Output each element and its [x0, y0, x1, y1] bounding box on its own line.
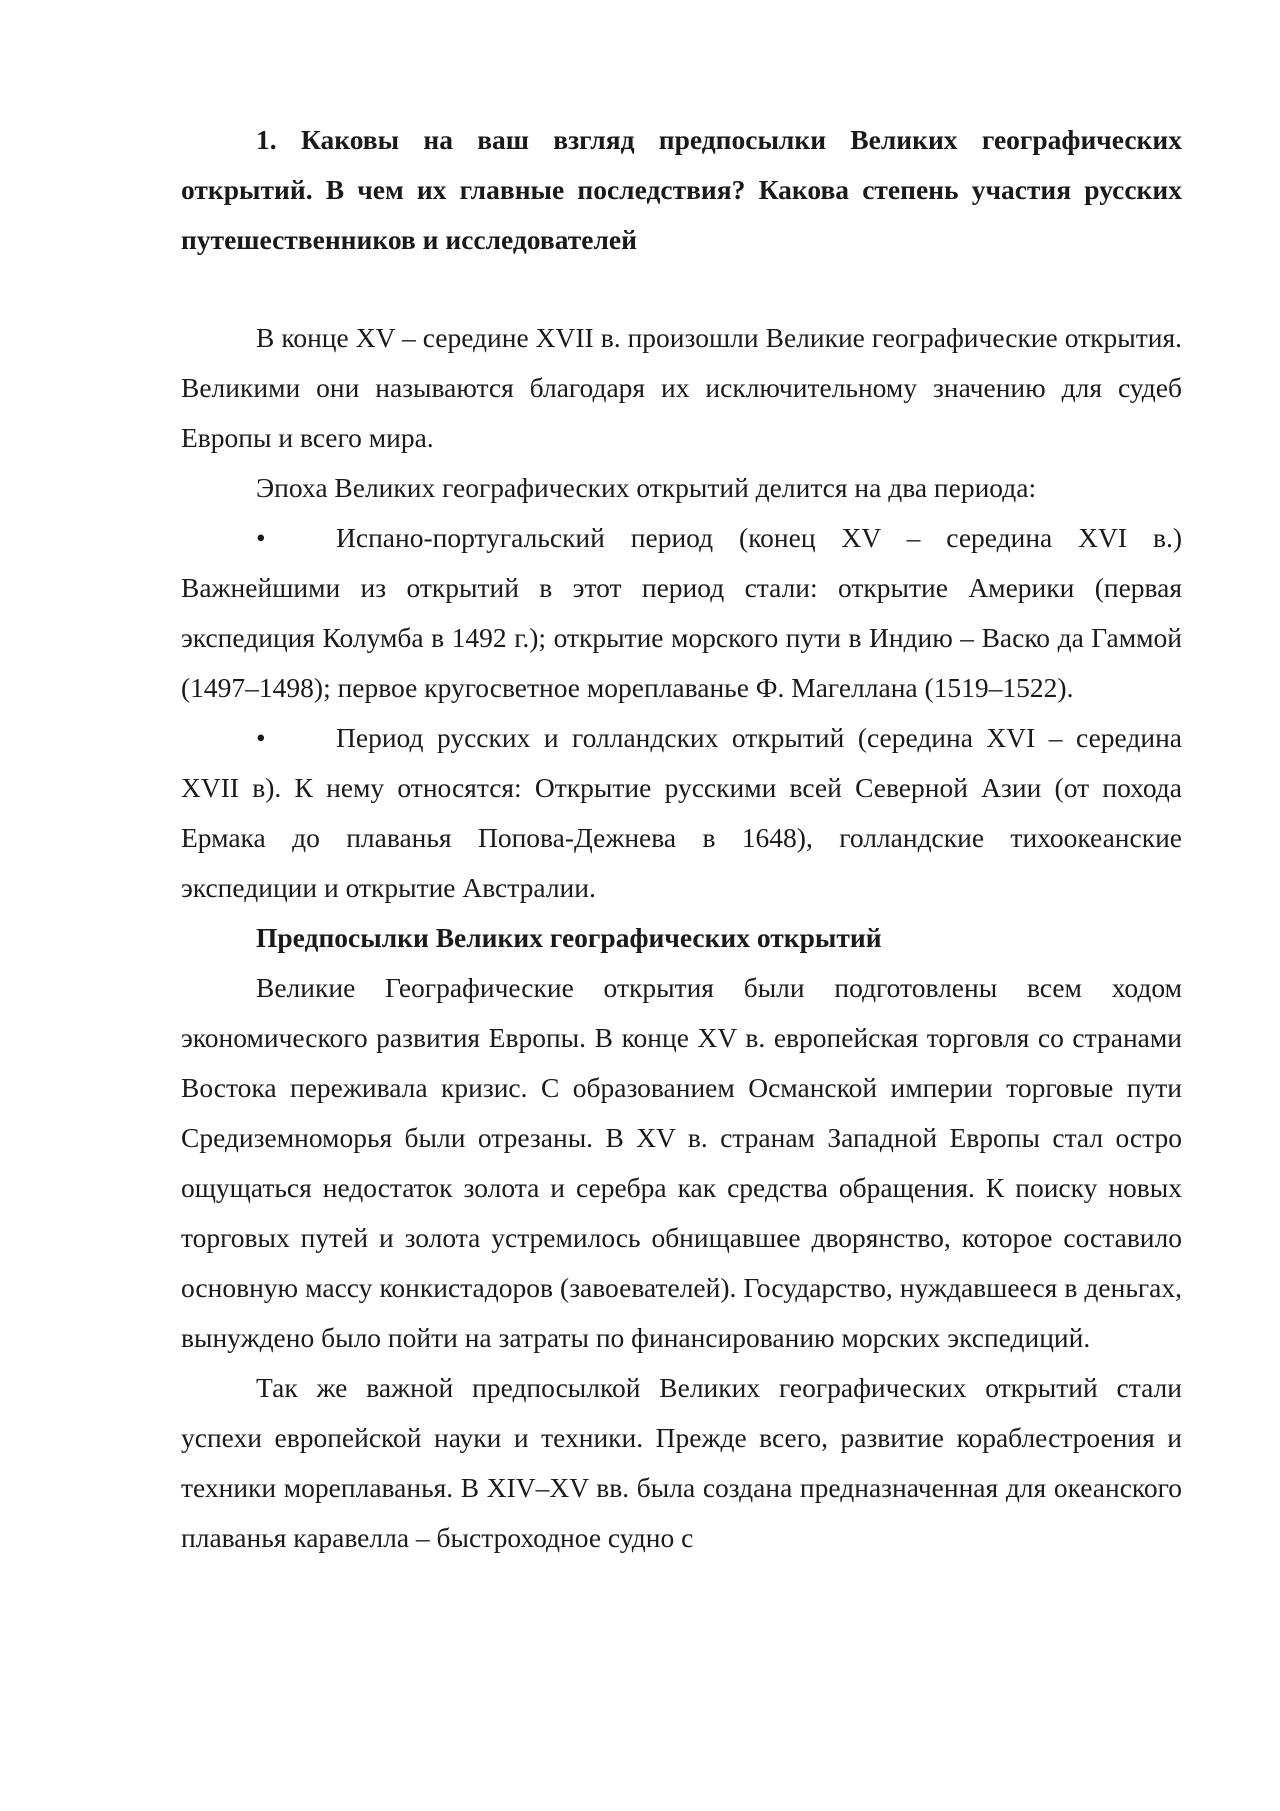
paragraph-intro: В конце XV – середине XVII в. произошли Великие географические открытия. Великими они называются благодаря их исключительному значению для судеб Европы и всего мира.	[181, 322, 1182, 453]
list-item	[181, 513, 1182, 713]
bullet-mark: •	[256, 722, 266, 753]
bullet-mark: •	[256, 522, 266, 553]
document-page	[181, 115, 1182, 1563]
paragraph-science: Так же важной предпосылкой Великих географических открытий стали успехи европейской науки и техники. Прежде всего, развитие кораблестроения и техники мореплаванья. В XIV–XV вв. была создана предназначенная для океанского плаванья каравелла – быстроходное судно с	[181, 1372, 1182, 1553]
list-item	[181, 713, 1182, 913]
question-heading: 1. Каковы на ваш взгляд предпосылки Великих географических открытий. В чем их главные последствия? Какова степень участия русских путешественников и исследователей	[181, 124, 1182, 255]
paragraph-prerequisites: Великие Географические открытия были подготовлены всем ходом экономического развития Европы. В конце XV в. европейская торговля со странами Востока переживала кризис. С образованием Османской империи торговые пути Средиземноморья были отрезаны. В XV в. странам Западной Европы стал остро ощущаться недостаток золота и серебра как средства обращения. К поиску новых торговых путей и золота устремилось обнищавшее дворянство, которое составило основную массу конкистадоров (завоевателей). Государство, нуждавшееся в деньгах, вынуждено было пойти на затраты по финансированию морских экспедиций.	[181, 972, 1182, 1353]
list-item-text: Период русских и голландских открытий (середина XVI – середина XVII в). К нему относятся: Открытие русскими всей Северной Азии (от похода Ермака до плаванья Попова-Дежнева в 1648), голландские тихоокеанские экспедиции и открытие Австралии.	[181, 722, 1182, 903]
section-subheading: Предпосылки Великих географических открытий	[256, 922, 882, 953]
list-item-text: Испано-португальский период (конец XV – середина XVI в.) Важнейшими из открытий в этот период стали: открытие Америки (первая экспедиция Колумба в 1492 г.); открытие морского пути в Индию – Васко да Гаммой (1497–1498); первое кругосветное мореплаванье Ф. Магеллана (1519–1522).	[181, 522, 1182, 703]
paragraph-periods: Эпоха Великих географических открытий делится на два периода:	[256, 472, 1037, 503]
